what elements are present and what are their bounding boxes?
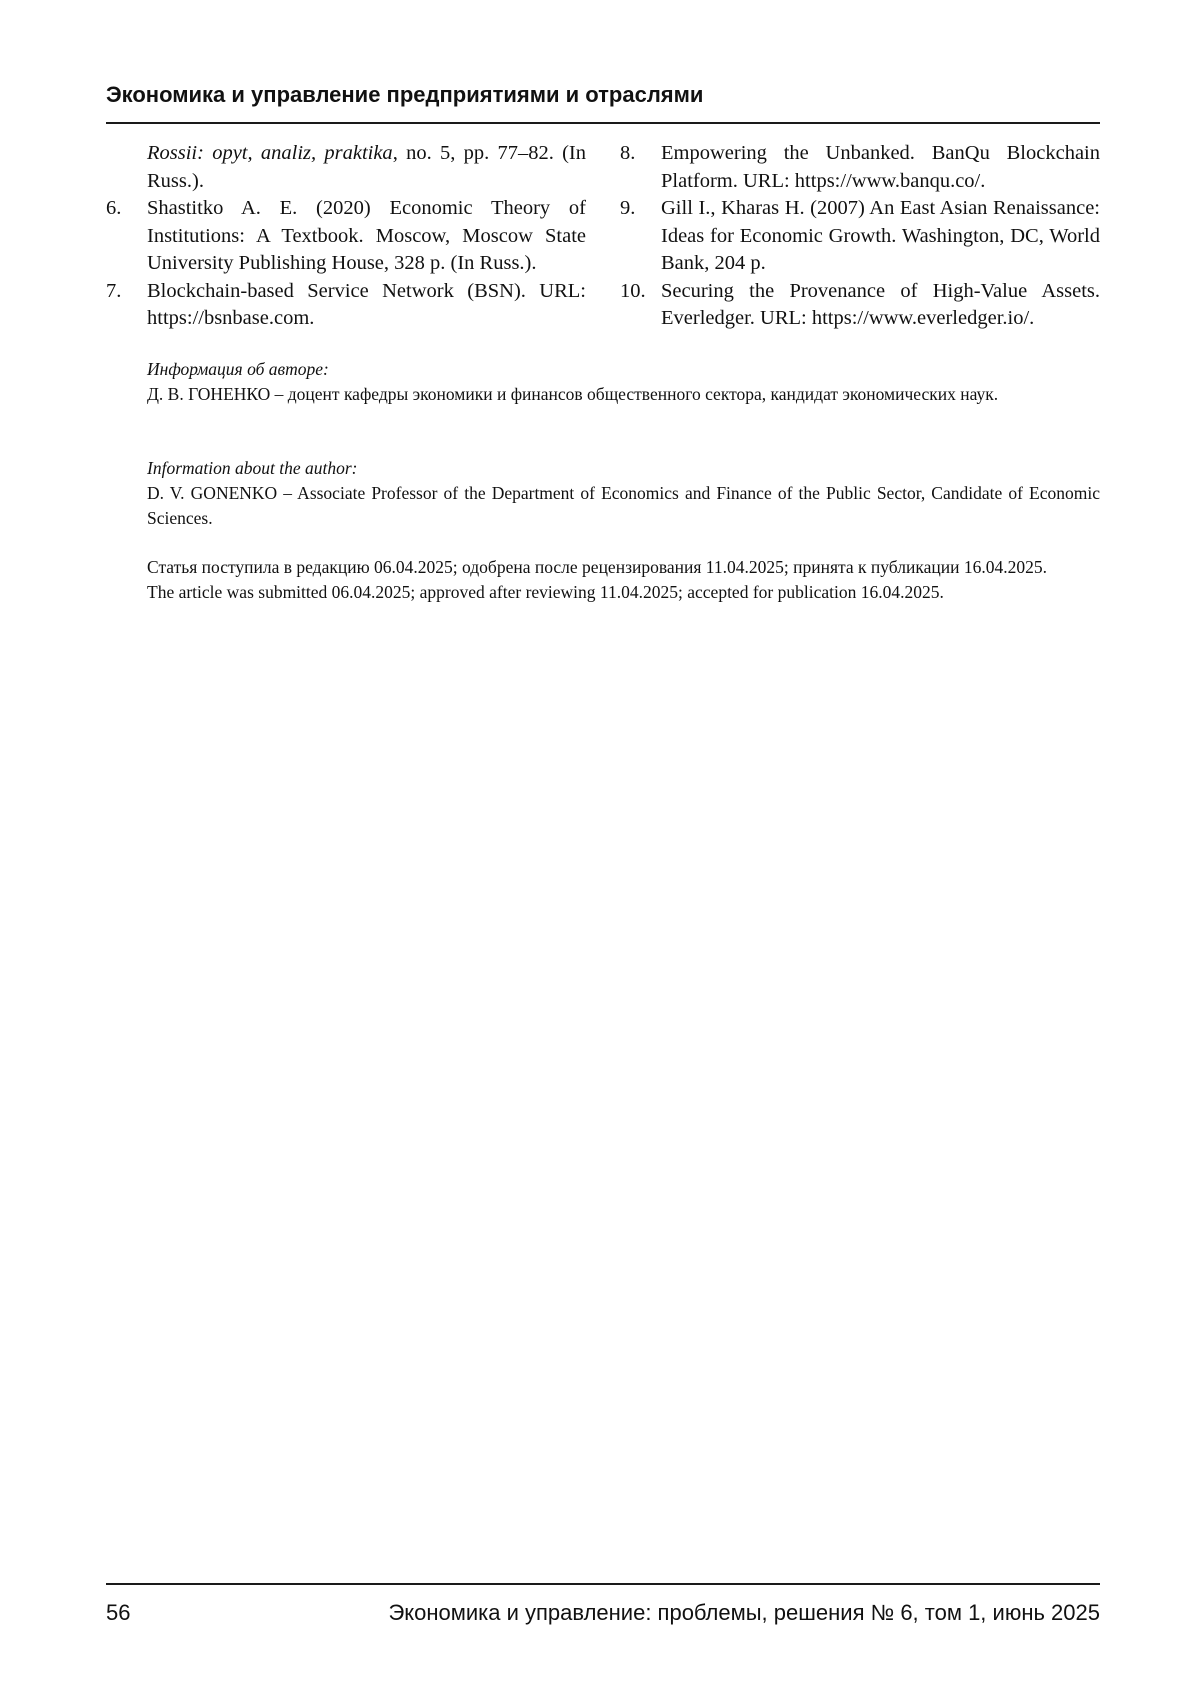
reference-text: Securing the Provenance of High-Value Assets. Everledger. URL: https://www.everledger.io/. xyxy=(661,279,1100,329)
running-header: Экономика и управление предприятиями и отраслями xyxy=(106,82,704,107)
page-number: 56 xyxy=(106,1600,131,1625)
author-info-en-text: D. V. GONENKO – Associate Professor of the Department of Economics and Finance of the Public Sector, Candidate of Economic Sciences. xyxy=(147,483,1100,528)
reference-number: 10. xyxy=(620,279,646,302)
reference-text: Shastitko A. E. (2020) Economic Theory of Institutions: A Textbook. Moscow, Moscow State University Publishing House, 328 p. (In Russ.). xyxy=(147,197,586,274)
reference-number: 8. xyxy=(620,142,636,164)
author-info-ru-caption: Информация об авторе: xyxy=(147,359,329,379)
reference-part: , no. 5, pp. 77–82. (In Russ.). xyxy=(147,142,586,192)
author-info-ru xyxy=(147,357,1100,407)
article-dates-ru: Статья поступила в редакцию 06.04.2025; одобрена после рецензирования 11.04.2025; принята к публикации 16.04.2025. xyxy=(147,557,1047,577)
article-dates-en: The article was submitted 06.04.2025; approved after reviewing 11.04.2025; accepted for publication 16.04.2025. xyxy=(147,582,944,602)
reference-item xyxy=(620,195,1100,278)
reference-italic-part: Rossii: opyt, analiz, praktika xyxy=(147,142,393,164)
page-footer xyxy=(106,1598,1100,1628)
reference-text: Gill I., Kharas H. (2007) An East Asian Renaissance: Ideas for Economic Growth. Washington, DC, World Bank, 204 p. xyxy=(661,197,1100,274)
reference-item xyxy=(106,195,586,278)
journal-issue: Экономика и управление: проблемы, решения № 6, том 1, июнь 2025 xyxy=(388,1600,1100,1625)
references-right-column xyxy=(620,140,1100,333)
reference-item xyxy=(620,140,1100,195)
header-rule xyxy=(106,122,1100,124)
reference-item xyxy=(106,140,586,195)
references-left-column xyxy=(106,140,586,333)
reference-number: 6. xyxy=(106,197,122,219)
reference-number: 9. xyxy=(620,197,636,219)
article-dates xyxy=(147,555,1100,605)
reference-text: Blockchain-based Service Network (BSN). URL: https://bsnbase.com. xyxy=(147,279,586,329)
author-info-en xyxy=(147,456,1100,531)
author-info-ru-text: Д. В. ГОНЕНКО – доцент кафедры экономики и финансов общественного сектора, кандидат экономических наук. xyxy=(147,384,999,404)
footer-rule xyxy=(106,1583,1100,1585)
reference-text: Empowering the Unbanked. BanQu Blockchain Platform. URL: https://www.banqu.co/. xyxy=(661,142,1100,192)
reference-number: 7. xyxy=(106,279,122,302)
reference-item xyxy=(106,278,586,333)
reference-item xyxy=(620,278,1100,333)
author-info-en-caption: Information about the author: xyxy=(147,458,358,478)
